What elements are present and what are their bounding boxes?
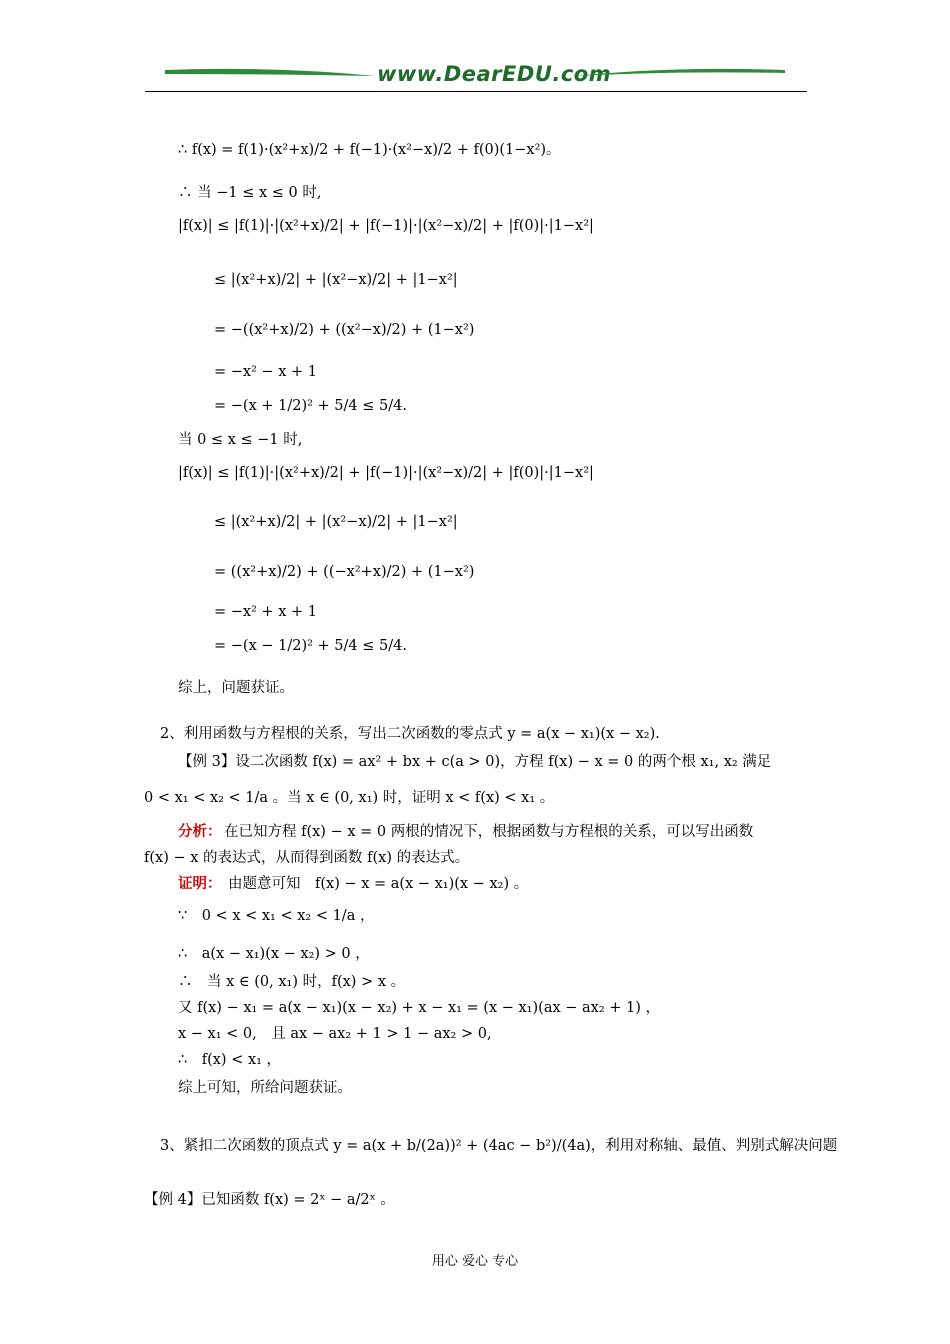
left-swoosh-icon — [165, 68, 375, 78]
text-line: 0 < x₁ < x₂ < 1/a 。当 x ∈ (0, x₁) 时，证明 x < f(x) < x₁ 。 — [144, 790, 555, 806]
text-line: 3、紧扣二次函数的顶点式 y = a(x + b/(2a))² + (4ac − b²)/(4a)，利用对称轴、最值、判别式解决问题 — [160, 1138, 838, 1154]
text-line: = ((x²+x)/2) + ((−x²+x)/2) + (1−x²) — [214, 564, 475, 580]
text-line: = −(x + 1/2)² + 5/4 ≤ 5/4. — [214, 398, 407, 414]
text-line: = −(x − 1/2)² + 5/4 ≤ 5/4. — [214, 638, 407, 654]
text-line: ∵ 0 < x < x₁ < x₂ < 1/a ， — [178, 908, 375, 924]
text-line: 【例 4】已知函数 f(x) = 2ˣ − a/2ˣ 。 — [144, 1192, 395, 1208]
text-line: 当 0 ≤ x ≤ −1 时, — [178, 432, 303, 448]
text-line: ≤ |(x²+x)/2| + |(x²−x)/2| + |1−x²| — [214, 272, 458, 288]
text-line: |f(x)| ≤ |f(1)|·|(x²+x)/2| + |f(−1)|·|(x²−x)/2| + |f(0)|·|1−x²| — [178, 218, 594, 234]
text-line: 【例 3】设二次函数 f(x) = ax² + bx + c(a > 0)，方程 f(x) − x = 0 的两个根 x₁, x₂ 满足 — [178, 754, 772, 770]
text-line: ∴ a(x − x₁)(x − x₂) > 0 ， — [178, 946, 370, 962]
right-swoosh-icon — [575, 68, 785, 78]
text-line: f(x) − x 的表达式，从而得到函数 f(x) 的表达式。 — [144, 850, 470, 866]
text-line: 证明： — [178, 875, 222, 892]
text-line: |f(x)| ≤ |f(1)|·|(x²+x)/2| + |f(−1)|·|(x²−x)/2| + |f(0)|·|1−x²| — [178, 465, 594, 481]
text-line: 在已知方程 f(x) − x = 0 两根的情况下，根据函数与方程根的关系，可以写出函数 — [224, 824, 754, 840]
text-line: ∴ f(x) = f(1)·(x²+x)/2 + f(−1)·(x²−x)/2 + f(0)(1−x²)。 — [178, 142, 561, 158]
text-line: ∴ 当 −1 ≤ x ≤ 0 时, — [178, 185, 322, 201]
text-line: 2、利用函数与方程根的关系，写出二次函数的零点式 y = a(x − x₁)(x − x₂). — [160, 726, 660, 742]
text-line: = −x² + x + 1 — [214, 604, 318, 620]
text-line: 分析： — [178, 823, 222, 840]
text-line: = −x² − x + 1 — [214, 364, 318, 380]
text-line: 又 f(x) − x₁ = a(x − x₁)(x − x₂) + x − x₁ = (x − x₁)(ax − ax₂ + 1) ， — [178, 1000, 660, 1016]
page-header — [145, 58, 807, 92]
text-line: ≤ |(x²+x)/2| + |(x²−x)/2| + |1−x²| — [214, 514, 458, 530]
text-line: ∴ f(x) < x₁ ， — [178, 1052, 282, 1068]
page-footer: 用心 爱心 专心 — [431, 1254, 519, 1269]
header-rule — [145, 91, 807, 92]
text-line: 综上，问题获证。 — [178, 680, 294, 696]
text-line: = −((x²+x)/2) + ((x²−x)/2) + (1−x²) — [214, 322, 475, 338]
site-logo: www.DearEDU.com — [377, 62, 612, 86]
text-line: ∴ 当 x ∈ (0, x₁) 时，f(x) > x 。 — [178, 974, 406, 990]
text-line: 综上可知，所给问题获证。 — [178, 1080, 352, 1096]
text-line: x − x₁ < 0, 且 ax − ax₂ + 1 > 1 − ax₂ > 0, — [178, 1026, 492, 1042]
text-line: 由题意可知 f(x) − x = a(x − x₁)(x − x₂) 。 — [228, 876, 529, 892]
